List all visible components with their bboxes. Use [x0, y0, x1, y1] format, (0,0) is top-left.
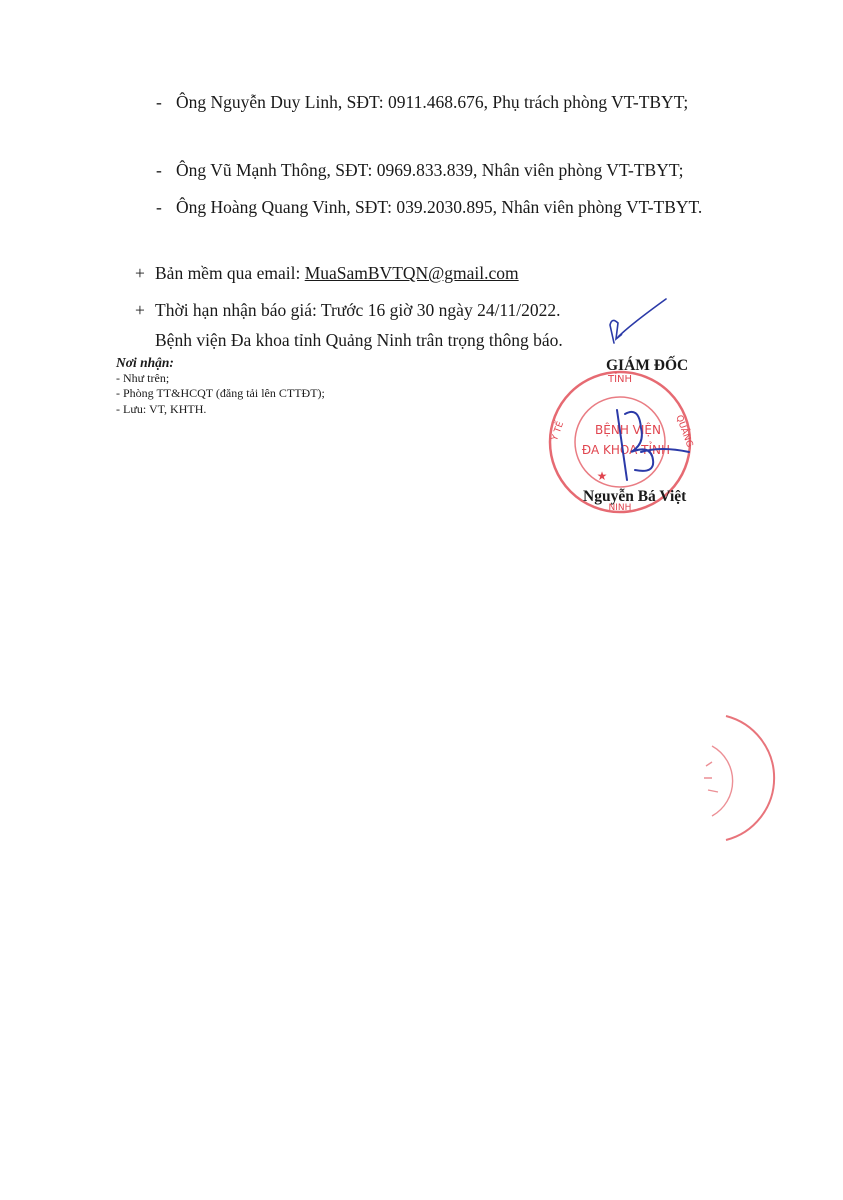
bullet-dash: - — [156, 160, 162, 180]
deadline-text: Thời hạn nhận báo giá: Trước 16 giờ 30 ngày 24/11/2022. — [155, 300, 561, 320]
contact-item — [156, 88, 756, 116]
email-link[interactable]: MuaSamBVTQN@gmail.com — [304, 263, 519, 283]
stamp-line1: BỆNH VIỆN — [595, 423, 661, 437]
stamp-right-text: QUẢNG — [673, 413, 695, 449]
recipient-item: - Phòng TT&HCQT (đăng tải lên CTTĐT); — [116, 386, 325, 400]
deadline-line — [135, 296, 561, 324]
initials-icon — [600, 295, 680, 355]
contact-item — [156, 193, 756, 221]
soft-copy-line — [135, 259, 519, 287]
bullet-dash: - — [156, 197, 162, 217]
closing-text: Bệnh viện Đa khoa tỉnh Quảng Ninh trân trọng thông báo. — [155, 330, 563, 350]
recipients-heading: Nơi nhận: — [116, 355, 174, 370]
contact-item — [156, 156, 756, 184]
stamp-star-icon: ★ — [596, 469, 608, 483]
recipients-block — [116, 355, 346, 417]
contact-text: Ông Nguyễn Duy Linh, SĐT: 0911.468.676, Phụ trách phòng VT-TBYT; — [176, 92, 689, 112]
stamp-top-text: TỈNH — [607, 374, 633, 385]
bullet-plus: + — [135, 300, 145, 320]
recipient-item: - Như trên; — [116, 370, 170, 385]
stamp-left-text: Y TẾ — [550, 420, 567, 443]
bullet-dash: - — [156, 92, 162, 112]
partial-stamp-icon — [690, 712, 780, 852]
stamp-bottom-text: NINH — [608, 503, 632, 513]
signature-icon — [605, 400, 715, 490]
bullet-plus: + — [135, 263, 145, 283]
recipient-item: - Lưu: VT, KHTH. — [116, 401, 207, 416]
signer-title: GIÁM ĐỐC — [606, 357, 689, 374]
soft-copy-label: Bản mềm qua email: — [155, 263, 301, 283]
stamp-line2: ĐA KHOA TỈNH — [581, 443, 671, 457]
signer-name: Nguyễn Bá Việt — [583, 488, 687, 505]
contact-text: Ông Hoàng Quang Vinh, SĐT: 039.2030.895, Nhân viên phòng VT-TBYT. — [176, 197, 703, 217]
contact-text: Ông Vũ Mạnh Thông, SĐT: 0969.833.839, Nhân viên phòng VT-TBYT; — [176, 160, 684, 180]
